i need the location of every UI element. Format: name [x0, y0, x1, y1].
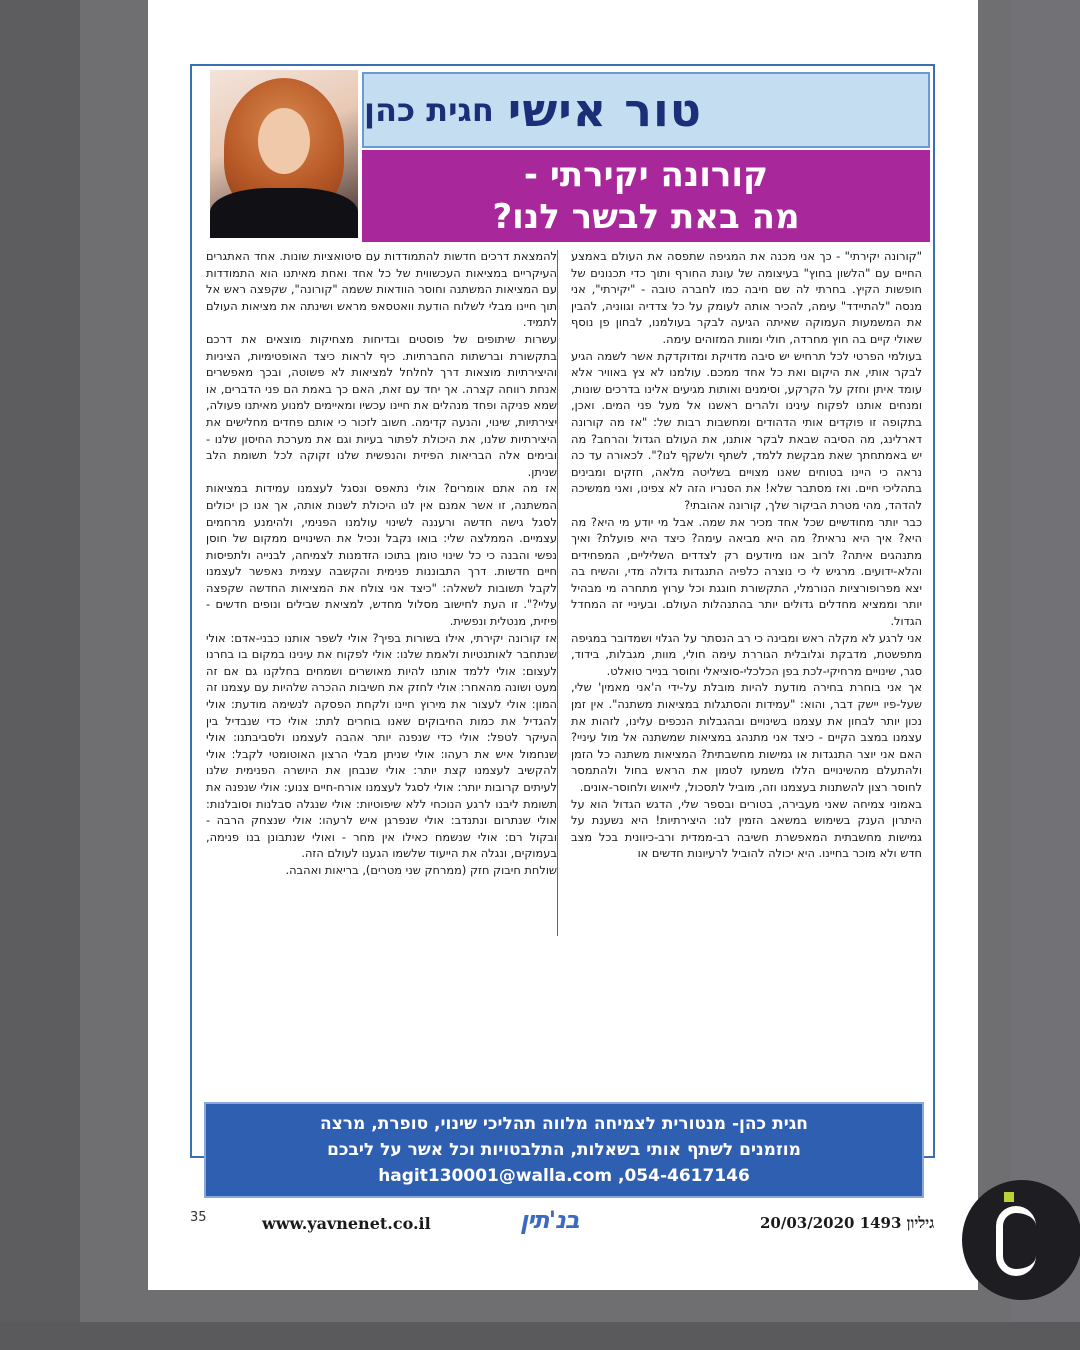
author-bio — [204, 1102, 924, 1198]
headline-line-1: קורונה יקירתי - — [523, 155, 769, 195]
column-title-band — [362, 72, 930, 148]
article-column-right — [571, 248, 922, 938]
website-url: www.yavnenet.co.il — [262, 1214, 431, 1233]
column-divider — [557, 250, 558, 936]
photo-face — [258, 108, 310, 174]
author-photo — [210, 70, 358, 238]
author-bio-box — [204, 1102, 924, 1198]
paragraph: אז קורונה יקירתי, אילו בשורות בפיך? אולי לשפר אותנו כבני-אדם: אולי שנתחבר לאותנטיות ולאמת שלנו: אולי לפקוח את עינינו במקום בו בחרנו לעצום: אולי ללמד אותנו להיות מאושרים ושמחים בחלקנו גם אם זה מעט ושונה מהאחר: אולי לחזק את חשיבות ההכרה שלהיות עם עצמנו זה המון: אולי לעצור את מירוץ חיינו ולקחת הפסקה לנשימה מודעת: אולי להגדיל את כמות החיבוקים שאנו בוחרים לתת: אולי כדי שנבדיל בין העיקר לטפל: אולי כדי שנפנה יותר אהבה לעצמנו ולסביבתנו: אולי שנחמול איש את רעהו: אולי שניתן מבלי הרצון האוטומטי לקבל: אולי להקשיב לעצמנו קצת יותר: אולי שנבחן את היושרה הפנימית שלנו לעיתים קרובות יותר: אולי לסגל לעצמנו אורח-חיים צנוע: אולי שנפנה את תשומת ליבנו לרגע הנוכחי ללא שיפוטיות: אולי שנגלה סבלנות וסובלנות: אולי שנתרום ונתנדב: אולי שנפרגן איש לרעהו: אולי שנצחק הרבה - ובקול רם: אולי שנשמח כאילו אין מחר - ואולי שנתבונן בנו פנימה, בעמוקים, ונגלה את הייעוד שלשמו הגענו לעולם הזה. — [206, 630, 557, 861]
bio-line-1: חגית כהן- מנטורית לצמיחה מלווה תהליכי שינוי, סופרת, מרצה — [320, 1114, 808, 1134]
issue-info: גיליון 1493 20/03/2020 — [760, 1214, 935, 1232]
paragraph: להמצאת דרכים חדשות להתמודדות עם סיטואציות שונות. אחד האתגרים העיקריים במציאות העכשווית של כל אחד ואחת מאיתנו הוא התמודדות עם המציאות המשתנה וחוסר הוודאות ששמה "קורונה", שקפצה ראש אל תוך חיינו מבלי לשלוח הודעת וואטסאפ מראש ושינתה את מציאות העולם לתמיד. — [206, 249, 557, 330]
paragraph: כבר יותר מחודשיים שכל אחד מכיר את שמה. אבל מי יודע מי היא? מה היא? איך היא נראית? מה היא מביאה עימה? כיצד היא פועלת? ואיך מתנהגים איתה? לרוב אנו מיודעים רק לצדדים השליליים, המפחידים והלא-ידועים. מרגיש לי כי נוצרה כלפיה התנגדות גדולה מדי, והשיח בה יצא מפרופורציות הנורמלי, התקשורת חוגגת וכל ערוץ מתחרה מי מבהיל יותר וממציא מחדלים גדולים יותר בהתנהלות העולם. ובעיניי זה המחדל הגדול. — [571, 514, 922, 629]
article-header — [192, 66, 933, 240]
paragraph: באמוני צמיחה שאני מעבירה, בטורים ובספר שלי, הדגש הגדול הוא על היתרון הענק בשימוש במשאב הזמין לנו: היצירתיות! היא נשענת על גמישות מחשבתית המאפשרת חשיבה רב-ממדית ורב-כיוונית בכל מצב חדש ולא מוכר בחיינו. היא יכולה להוביל לרעיונות חדשים או — [571, 796, 922, 861]
page-number: 35 — [190, 1210, 207, 1225]
badge-dot-icon — [1004, 1192, 1014, 1202]
background-frame-right — [1010, 0, 1080, 1350]
author-name: חגית כהן — [364, 91, 494, 129]
article-columns — [206, 248, 922, 938]
badge-c-icon — [996, 1206, 1036, 1276]
background-frame-left — [0, 0, 80, 1350]
paragraph: אני לרגע לא מקלה ראש ומבינה כי רב הנסתר על הגלוי ושמדובר במגיפה מתפשטת, מדבקת וגלובלית הגוררת עימה חולי, מוות, מגבלות, בידוד, סגר, שינויים מרחיקי-לכת בפן הכלכלי-סוציאלי וחוסר בנייר טואלט. — [571, 630, 922, 678]
paragraph: שולחת חיבוק חזק (ממרחק שני מטרים), בריאות ואהבה. — [285, 862, 557, 877]
headline-line-2: מה באת לבשר לנו? — [492, 197, 800, 237]
paragraph: בעולמי הפרטי לכל תרחיש יש סיבה מדויקת ומדוקדקת אשר לשמה הגיע לבקר אותי, את היקום ואת כל אחד ממכם. עולמנו לא צץ באוויר אלא עומד איתן וחזק על הקרקע, וסימנים ואותות מגיעים אלינו בדרכים שונות, ומנחים אותנו לפקוח עינינו ולהרים ראשנו אל מעל פני המים. ואכן, בתקופה זו פוקדים אותי הדהודים ומחשבות רבות של: "אז מה קורונה דארלינג, מה הסיבה שבאת לבקר אותנו, את העולם הגדול והרחב? מה יש באמתחתך שאת מבקשת ללמד, לשתף ולשקף לנו?". לכאורה עד כה נראה כי היינו בטוחים שאנו מצויים בשליטה מלאה, חזקים ומבינים בתהליכי חיים. ואז מסתבר שלא! את הסנריו הזה לא צפינו, ואני ממשיכה להדהד, מהי מטרת הביקור שלך, קורונה אהובתי? — [571, 348, 922, 512]
photo-dress — [210, 188, 358, 238]
column-title: טור אישי — [507, 83, 702, 137]
bio-contact: hagit130001@walla.com ,054-4617146 — [378, 1166, 750, 1186]
paragraph: עשרות שיתופים של פוסטים ובדיחות מצחיקות מוצאים את דרכם בתקשורת וברשתות החברתיות. כיף לראות כיצד האופטימיות, הציניות והיצירתיות מוצאות דרך לחלחל למציאות לא פשוטה, ובכך מאפשרים אנחת רווחה קצרה. אך יחד עם זאת, האם כך באמת הם פני הדברים, או שמא פניקה ופחד מנהלים את חיינו עכשיו ומאיימים למנוע מאיתנו פעולה, יצירתיות, שינוי, והנעה קדימה. חשוב לזכור כי אותם פחדים מחלישים את היצירתיות שלנו, את היכולת לפתור בעיות וגם את מערכת החיסון שלנו - ובימים אלה הבריאות הפיזית והנפשית שלנו זקוקה לכל תשומת הלב שניתן. — [206, 331, 557, 479]
article-column-left — [206, 248, 557, 938]
bio-line-2: מוזמנים לשתף אותי בשאלות, התלבטויות וכל אשר על ליבכם — [327, 1140, 801, 1160]
article-box — [190, 64, 935, 1186]
paragraph: "קורונה יקירתי" - כך אני מכנה את המגיפה שתפסה את העולם באמצע החיים עם "הלשון בחוץ" בעיצומה של עונת החורף ותוך כדי תכנונים של חופשות הקיץ. בחרתי לה שם חיבה כמו לחברה טובה - "יקירתי", אני מנסה "להתיידד" עימה, להכיר אותה לעומק על כל צדדיה וגווניה, להבין את המשמעות העמוקה שאיתה הגיעה לבקר בעולמנו, לבחון פן נוסף שאולי קיים בה חוץ מחרדה, חולי ומוות המזוהים עימה. — [571, 249, 922, 346]
paragraph: אז מה אתם אומרים? אולי נתאפס ונסגל לעצמנו עמידות במציאות המשתנה, זו אשר אמנם אין לנו היכולת לשנות אותה, אך אנו כן יכולים לסגל גישה חדשה ורעננה לשינוי עולמנו הפנימי, ולהימנע מרחמים עצמיים. הממלצה שלי: בואו נקבל ונכיל את השינויים ממקום של חוסן נפשי והבנה כי כל שינוי טומן בתוכו הזדמנות לצמיחה, לבנייה ולתפיסות חיים חדשות. דרך התבוננות פנימית והקשבה עצמית נאפשר לעצמנו לקבל תשובות לשאלה: "כיצד אני צולח את המציאות החדשה שקפצה עליי?". זו העת לחישוב מסלול מחדש, למציאת שבילים ונופים חדשים - פיזית, מנטלית ונפשית. — [206, 481, 557, 629]
newspaper-logo: בנ'תין — [520, 1206, 579, 1234]
headline-band — [362, 150, 930, 242]
paragraph: אך אני בוחרת בחירה מודעת להיות מובלת על-ידי ה'אני מאמין' שלי, שעל-פיו יישק דבר, והוא: "עמידות והסתגלות במציאות משתנה". אין זמן נכון יותר לבחון את עצמנו בשינויים ובהגבלות הנכפים עלינו, לזהות את עצמנו במצב הקיים - כיצד אני מתנהג במציאות שמשתנה אל מול עיניי? האם אני יוצר התנגדות או גמישות מחשבתית? המציאות משתנה כל הזמן ולהתעלם מהשינויים הללו משמעו לטמון את הראש בחול ולהתמסר לחוסר רצון להשתנות בעצמנו וזה, מוביל לתסכול, לייאוש ולחוסר-אונים. — [571, 680, 922, 794]
background-frame-bottom — [0, 1322, 1080, 1350]
